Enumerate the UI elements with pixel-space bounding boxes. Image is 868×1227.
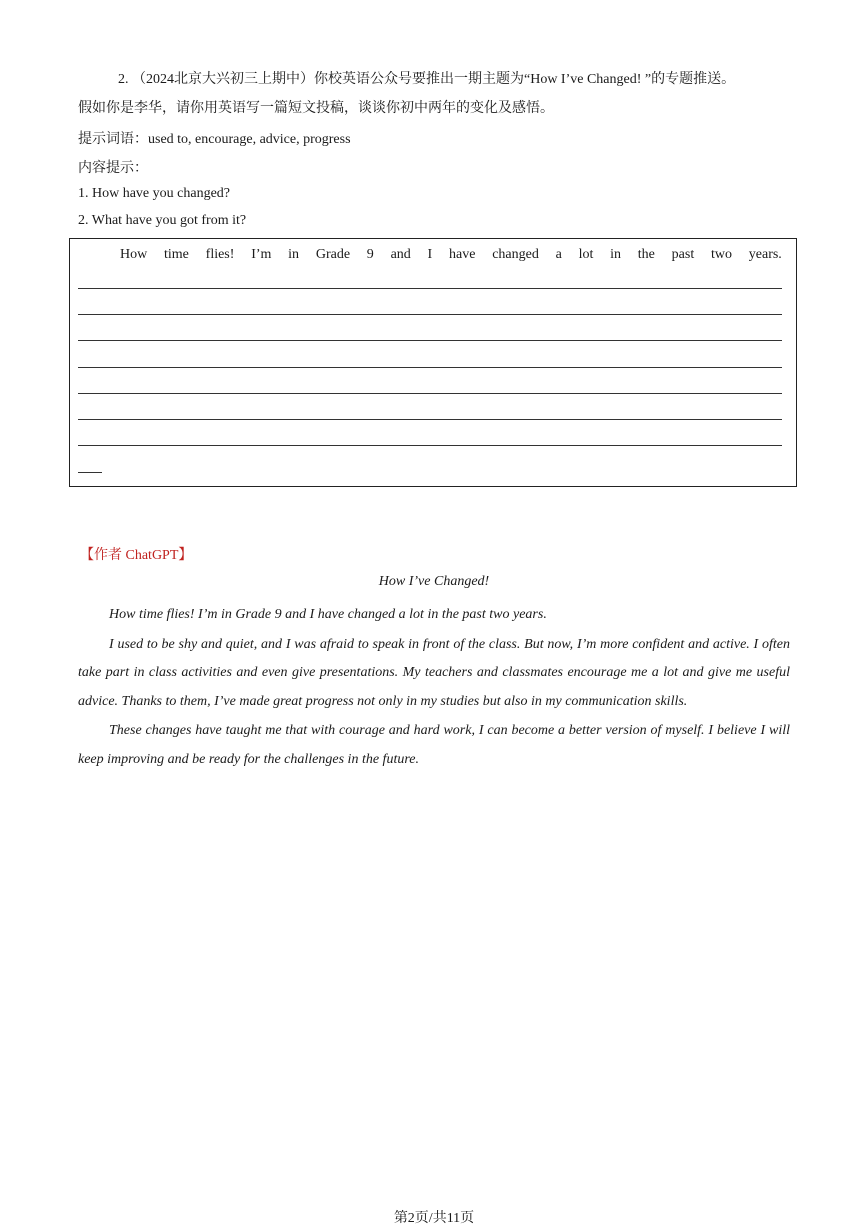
- question-line-1: 2. （2024北京大兴初三上期中）你校英语公众号要推出一期主题为“How I’ve Changed! ”的专题推送。: [118, 72, 736, 87]
- prompt-1: 1. How have you changed?: [78, 186, 231, 201]
- opening-word: I’m: [251, 247, 272, 262]
- content-hint-label: 内容提示：: [78, 161, 148, 176]
- essay-paragraph: These changes have taught me that with courage and hard work, I can become a better version of myself. I believe I will keep improving and be ready for the challenges in the future.: [78, 723, 790, 767]
- opening-word: two: [711, 247, 732, 262]
- opening-word: flies!: [205, 247, 235, 262]
- opening-word: a: [555, 247, 562, 262]
- writing-rule: [78, 314, 782, 315]
- opening-word: lot: [578, 247, 594, 262]
- author-tag: 【作者 ChatGPT】: [80, 548, 193, 563]
- opening-word: the: [637, 247, 655, 262]
- opening-word: in: [610, 247, 622, 262]
- writing-rule: [78, 393, 782, 394]
- opening-word: How: [120, 247, 148, 262]
- opening-word: Grade: [315, 247, 351, 262]
- opening-word: time: [164, 247, 189, 262]
- opening-word: years.: [748, 247, 782, 262]
- page-number: 第2页/共11页: [393, 1211, 475, 1226]
- opening-word: have: [448, 247, 476, 262]
- opening-word: and: [390, 247, 411, 262]
- opening-word: past: [671, 247, 695, 262]
- question-line-2: 假如你是李华，请你用英语写一篇短文投稿，谈谈你初中两年的变化及感悟。: [78, 101, 554, 116]
- writing-rule: [78, 288, 782, 289]
- answer-box: [69, 238, 797, 487]
- opening-word: 9: [366, 247, 374, 262]
- opening-word: I: [427, 247, 433, 262]
- opening-word: in: [288, 247, 300, 262]
- prompt-2: 2. What have you got from it?: [78, 213, 247, 228]
- opening-word: changed: [492, 247, 539, 262]
- essay-paragraph: I used to be shy and quiet, and I was afraid to speak in front of the class. But now, I’m more confident and active. I often take part in class activities and even give presentations. My teachers and classmates encourage me a lot and give me useful advice. Thanks to them, I’ve made great progress not only in my studies but also in my communication skills.: [78, 636, 790, 709]
- writing-rule: [78, 445, 782, 446]
- writing-rule: [78, 419, 782, 420]
- writing-rule-end: [78, 472, 102, 473]
- answer-opening-sentence: [120, 247, 782, 263]
- writing-rule: [78, 367, 782, 368]
- essay-title: How I’ve Changed!: [378, 574, 490, 589]
- essay-paragraph: How time flies! I’m in Grade 9 and I have changed a lot in the past two years.: [109, 607, 547, 622]
- essay-body: [78, 601, 790, 774]
- writing-rule: [78, 340, 782, 341]
- hint-words: 提示词语：used to, encourage, advice, progress: [78, 132, 351, 147]
